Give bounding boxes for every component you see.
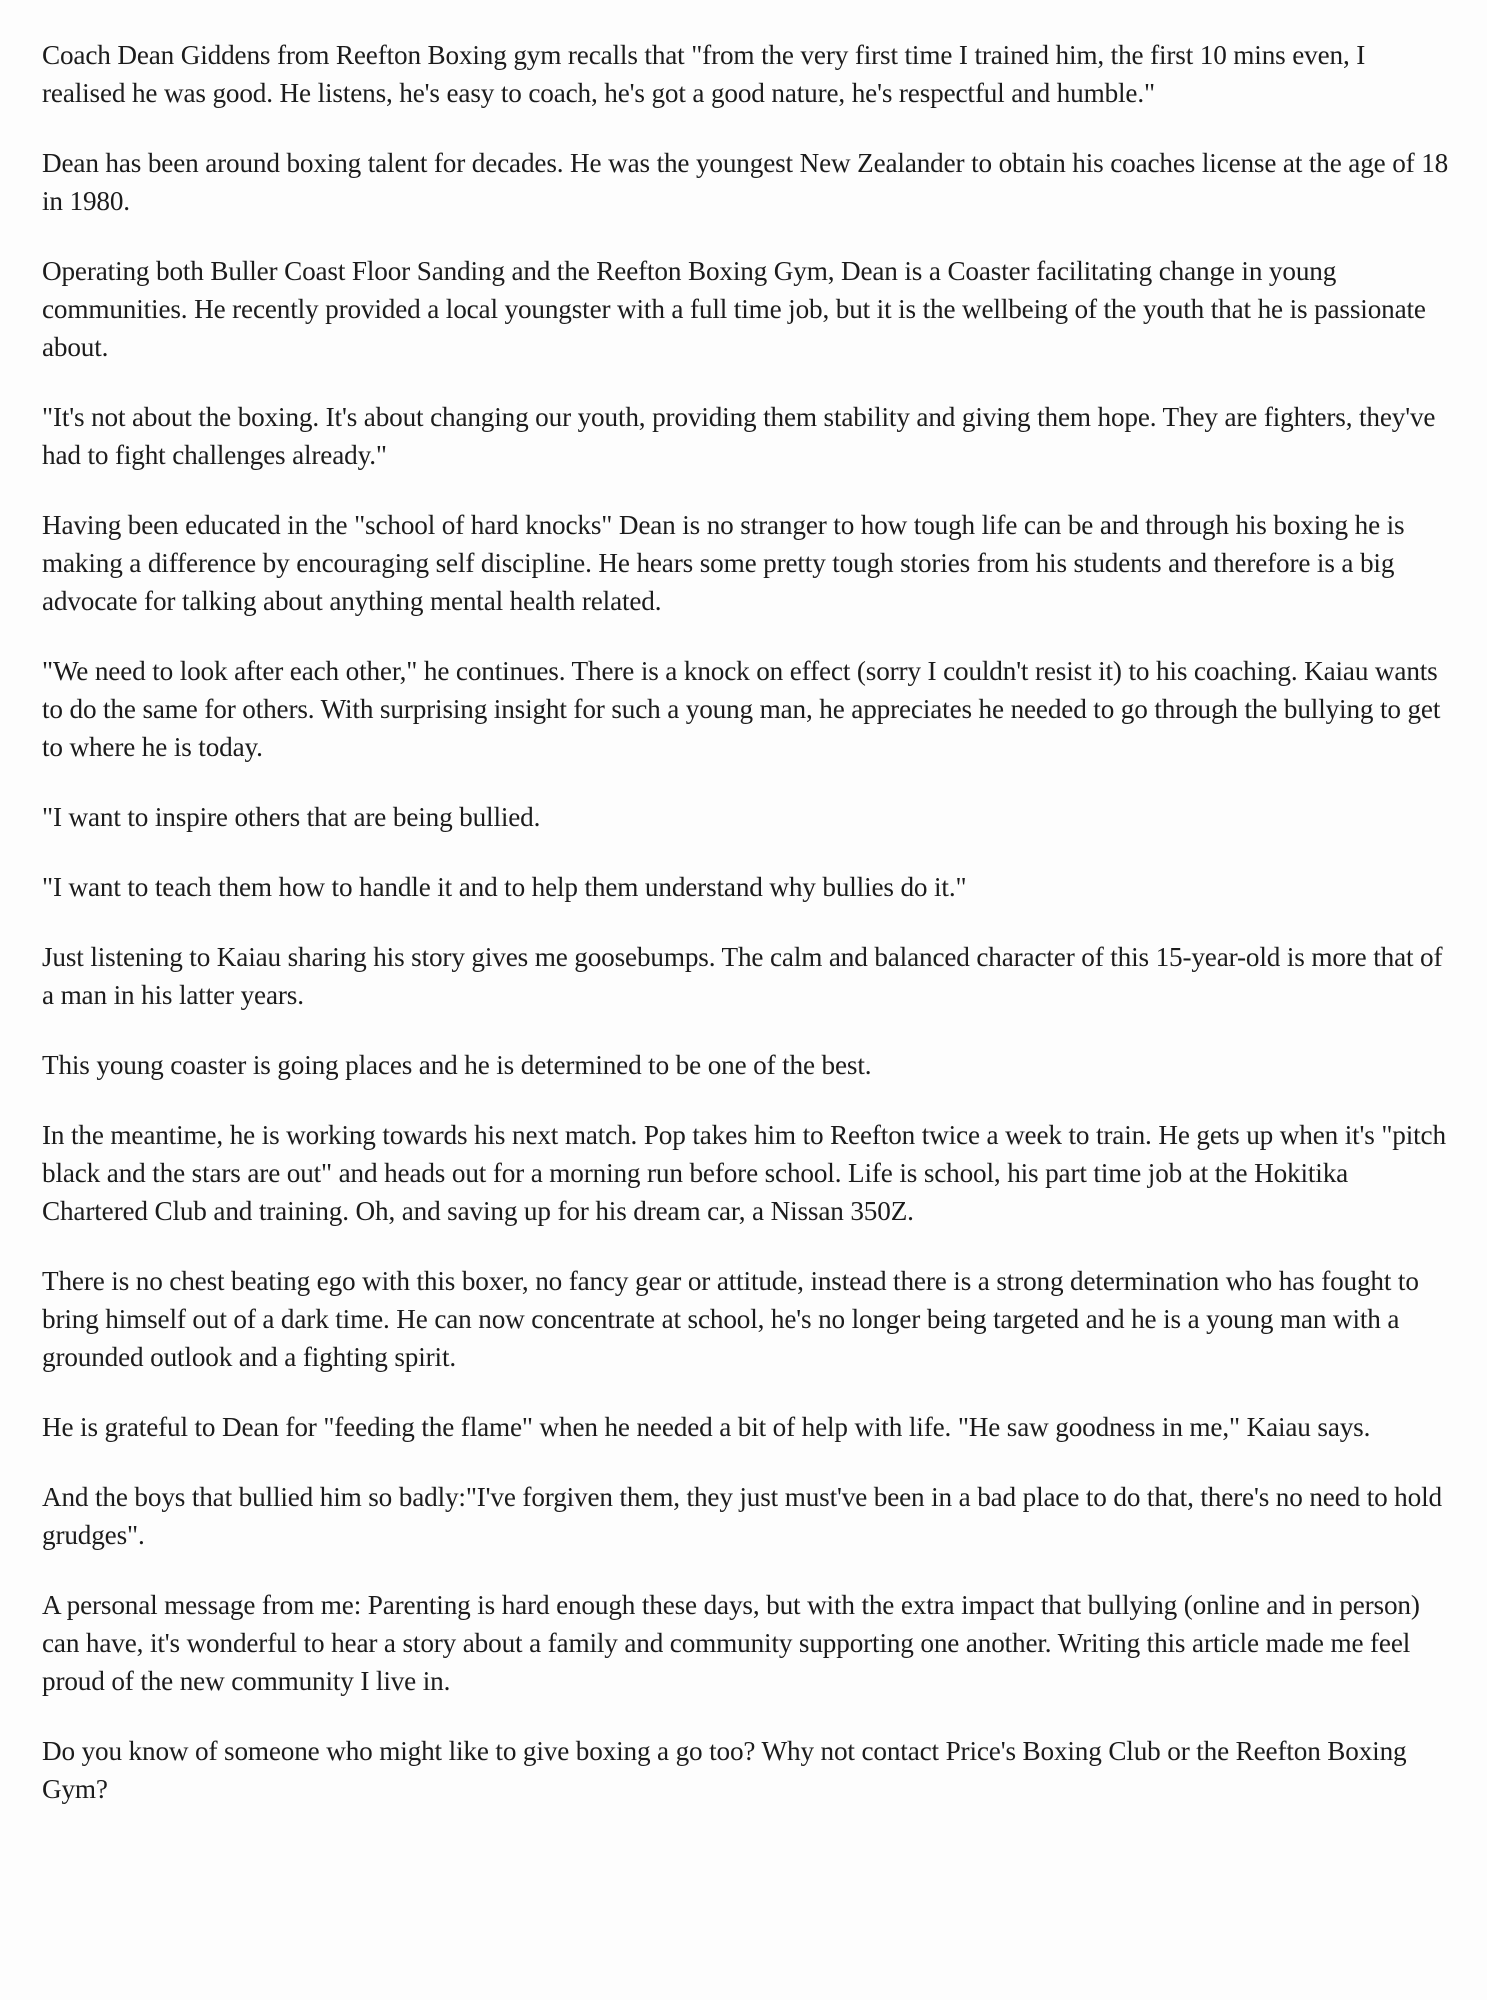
paragraph-school-of-hard-knocks: Having been educated in the "school of hard knocks" Dean is no stranger to how tough life can be and through his boxing he is making a difference by encouraging self discipline. He hears some pretty tough stories from his students and therefore is a big advocate for talking about anything mental health related. bbox=[42, 510, 1405, 616]
paragraph-teach-them: "I want to teach them how to handle it and to help them understand why bullies do it." bbox=[42, 872, 967, 902]
paragraph-coach-quote: Coach Dean Giddens from Reefton Boxing gym recalls that "from the very first time I trained him, the first 10 mins even, I realised he was good. He listens, he's easy to coach, he's got a good nature, he's respectful and humble." bbox=[42, 40, 1366, 108]
paragraph-dean-businesses: Operating both Buller Coast Floor Sanding and the Reefton Boxing Gym, Dean is a Coaster facilitating change in young communities. He recently provided a local youngster with a full time job, but it is the wellbeing of the youth that he is passionate about. bbox=[42, 256, 1426, 362]
paragraph-forgiveness: And the boys that bullied him so badly:"I've forgiven them, they just must've been in a bad place to do that, there's no need to hold grudges". bbox=[42, 1482, 1442, 1550]
paragraph-goosebumps: Just listening to Kaiau sharing his story gives me goosebumps. The calm and balanced character of this 15-year-old is more that of a man in his latter years. bbox=[42, 942, 1443, 1010]
paragraph-look-after-each-other: "We need to look after each other," he continues. There is a knock on effect (sorry I couldn't resist it) to his coaching. Kaiau wants to do the same for others. With surprising insight for such a young man, he appreciates he needed to go through the bullying to get to where he is today. bbox=[42, 656, 1441, 762]
paragraph-next-match: In the meantime, he is working towards his next match. Pop takes him to Reefton twice a week to train. He gets up when it's "pitch black and the stars are out" and heads out for a morning run before school. Life is school, his part time job at the Hokitika Chartered Club and training. Oh, and saving up for his dream car, a Nissan 350Z. bbox=[42, 1120, 1446, 1226]
paragraph-no-ego: There is no chest beating ego with this boxer, no fancy gear or attitude, instead there is a strong determination who has fought to bring himself out of a dark time. He can now concentrate at school, he's no longer being targeted and he is a young man with a grounded outlook and a fighting spirit. bbox=[42, 1266, 1419, 1372]
paragraph-personal-message: A personal message from me: Parenting is hard enough these days, but with the extra impact that bullying (online and in person) can have, it's wonderful to hear a story about a family and community supporting one another. Writing this article made me feel proud of the new community I live in. bbox=[42, 1590, 1420, 1696]
paragraph-going-places: This young coaster is going places and he is determined to be one of the best. bbox=[42, 1050, 872, 1080]
paragraph-feeding-the-flame: He is grateful to Dean for "feeding the flame" when he needed a bit of help with life. "He saw goodness in me," Kaiau says. bbox=[42, 1412, 1371, 1442]
paragraph-dean-background: Dean has been around boxing talent for decades. He was the youngest New Zealander to obtain his coaches license at the age of 18 in 1980. bbox=[42, 148, 1449, 216]
paragraph-inspire-others: "I want to inspire others that are being bullied. bbox=[42, 802, 541, 832]
paragraph-not-about-boxing: "It's not about the boxing. It's about changing our youth, providing them stability and giving them hope. They are fighters, they've had to fight challenges already." bbox=[42, 402, 1436, 470]
article-body bbox=[42, 36, 1452, 1840]
paragraph-call-to-action: Do you know of someone who might like to give boxing a go too? Why not contact Price's Boxing Club or the Reefton Boxing Gym? bbox=[42, 1736, 1407, 1804]
